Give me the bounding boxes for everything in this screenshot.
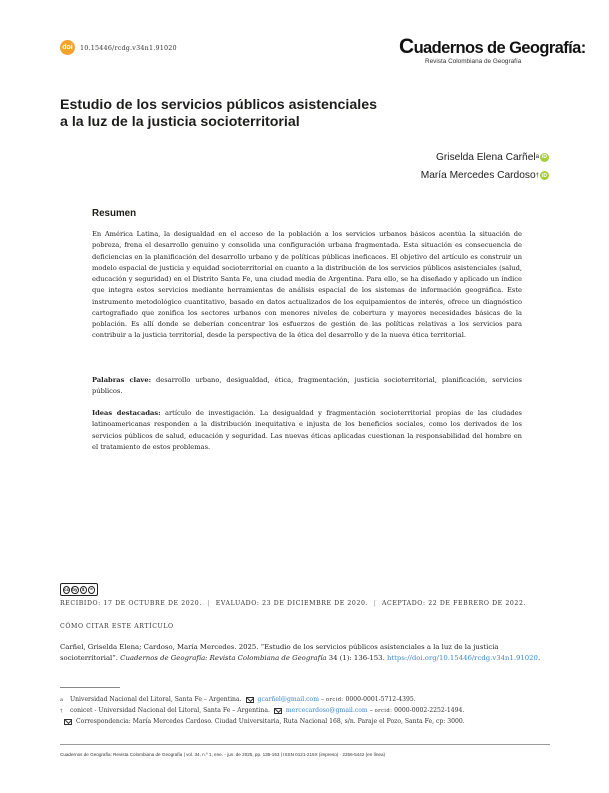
footnote-orcid-label: orcid: — [374, 707, 393, 714]
orcid-icon[interactable]: iD — [542, 172, 547, 179]
citation-journal: Cuadernos de Geografía: Revista Colombiana de Geografía — [120, 654, 327, 663]
date-evaluated: EVALUADO: 23 DE DICIEMBRE DE 2020. — [215, 600, 369, 607]
doi-logo-icon: doi — [60, 40, 75, 55]
citation-doi-link[interactable]: https://doi.org/10.15446/rcdg.v34n1.91020 — [386, 654, 538, 663]
footnote-email[interactable]: gcarñel@gmail.com — [257, 696, 319, 704]
footnote-affiliation: conicet - Universidad Nacional del Litoral, Santa Fe – Argentina. — [70, 707, 270, 715]
citation-authors-title: Carñel, Griselda Elena; Cardoso, María Mercedes. 2025. “Estudio de los servicios públicos asistenciales a la luz de la justicia socioterritorial”. — [60, 643, 499, 663]
citation-end: . — [537, 654, 541, 663]
footnote-orcid[interactable]: 0000-0002-2252-1494. — [394, 707, 465, 715]
footnote-dash: – — [369, 707, 373, 715]
author-name: María Mercedes Cardoso — [420, 170, 536, 182]
abstract-heading: Resumen — [92, 208, 137, 219]
date-received: RECIBIDO: 17 DE OCTUBRE DE 2020. — [60, 600, 202, 607]
mail-icon — [64, 719, 72, 725]
mail-icon — [246, 697, 254, 703]
abstract-text: En América Latina, la desigualdad en el acceso de la población a los servicios urbanos básicos acentúa la situación de pobreza, frena el desarrollo genuino y consolida una configuración urbana fragmentada. Esta situación es consecuencia de deficiencias en la planificación del desarrollo urbano y de políticas públicas ineficaces. El objetivo del artículo es construir un modelo espacial de justicia y equidad socioterritorial en cuanto a la distribución de los servicios públicos asistenciales (salud, educación y seguridad) en el Distrito Santa Fe, una ciudad media de Argentina. Para ello, se ha diseñado y aplicado un índice que integra estos servicios mediante herramientas de análisis espacial de los sistemas de información geográfica. Este instrumento metodológico cuantitativo, basado en datos actualizados de los equipamientos de interés, ofrece un diagnóstico cartografiado que zonifica los sectores urbanos con menores niveles de cobertura y mayores necesidades básicas de la población. Es allí donde se deberían concentrar los esfuerzos de gestión de las políticas relativas a los servicios para contribuir a la justicia territorial, desde la perspectiva de la ética del desarrollo y de la nueva ética territorial. — [92, 230, 522, 340]
keywords — [92, 375, 522, 398]
nc-icon: $ — [80, 586, 87, 594]
keywords-text: desarrollo urbano, desigualdad, ética, fragmentación, justicia socioterritorial, planificación, servicios públicos. — [92, 376, 522, 396]
author-2 — [421, 167, 549, 186]
footnote-mark: a — [60, 696, 63, 703]
creative-commons-badge[interactable] — [60, 583, 98, 596]
date-separator: | — [207, 600, 211, 607]
cc-icon: cc — [64, 587, 70, 592]
correspondence-text: Correspondencia: María Mercedes Cardoso. Ciudad Universitaria, Ruta Nacional 168, s/n. Paraje el Pozo, Santa Fe, cp: 3000. — [76, 718, 465, 726]
footnote-email[interactable]: mercecardoso@gmail.com — [285, 707, 368, 715]
doi-link[interactable]: 10.15446/rcdg.v34n1.91020 — [80, 43, 177, 52]
footnote-mark: † — [60, 707, 63, 714]
footnote-1 — [60, 694, 550, 705]
footnote-divider — [60, 687, 120, 688]
highlights — [92, 408, 522, 453]
by-icon: by — [72, 587, 78, 592]
correspondence — [60, 716, 550, 727]
footnote-dash: – — [320, 696, 324, 704]
citation-heading: CÓMO CITAR ESTE ARTÍCULO — [60, 623, 174, 630]
author-list — [421, 148, 549, 185]
article-title-line-2: a la luz de la justicia socioterritorial — [60, 114, 300, 130]
highlights-text: artículo de investigación. La desigualdad y fragmentación socioterritorial propias de las ciudades latinoamericanas responden a la distribución inequitativa e injusta de los beneficios sociales, como los derivados de los servicios públicos de salud, educación y seguridad. Las nuevas éticas aplicadas cuestionan la responsabilidad del hombre en el tratamiento de estos problemas. — [92, 409, 522, 451]
footnote-orcid-label: orcid: — [325, 696, 344, 703]
page-footer: Cuadernos de Geografía: Revista Colombiana de Geografía | vol. 34, n.º 1, ene. - jun. de 2025, pp. 136-153 | ISSN 0121-215X (impreso) · 2256-5442 (en línea) — [60, 752, 386, 757]
citation-volume: 34 (1): 136-153. — [326, 654, 387, 663]
nd-icon: = — [88, 586, 95, 594]
footnote-affiliation: Universidad Nacional del Litoral, Santa Fe – Argentina. — [70, 696, 242, 704]
mail-icon — [274, 708, 282, 714]
author-mark: † — [535, 172, 539, 179]
journal-subtitle: Revista Colombiana de Geografía — [425, 58, 522, 65]
footnote-orcid[interactable]: 0000-0001-5712-4395. — [345, 696, 416, 704]
orcid-icon[interactable]: iD — [542, 154, 547, 161]
author-mark: a — [535, 154, 539, 161]
highlights-label: Ideas destacadas: — [92, 409, 161, 417]
article-title-line-1: Estudio de los servicios públicos asistenciales — [60, 97, 377, 113]
journal-title-initial: C — [399, 35, 414, 58]
footer-divider — [60, 744, 550, 745]
date-accepted: ACEPTADO: 22 DE FEBRERO DE 2022. — [381, 600, 527, 607]
footnotes — [60, 694, 550, 728]
keywords-label: Palabras clave: — [92, 376, 152, 384]
date-separator: | — [373, 600, 377, 607]
author-1 — [421, 148, 549, 167]
article-dates — [60, 600, 526, 607]
citation-text — [60, 642, 550, 665]
journal-logo — [399, 35, 586, 65]
journal-title-rest: uadernos de Geografía: — [413, 39, 586, 57]
author-name: Griselda Elena Carñel — [435, 151, 536, 163]
doi-block — [60, 40, 177, 55]
journal-title — [399, 35, 586, 58]
article-title — [60, 97, 420, 131]
footnote-2 — [60, 705, 550, 716]
